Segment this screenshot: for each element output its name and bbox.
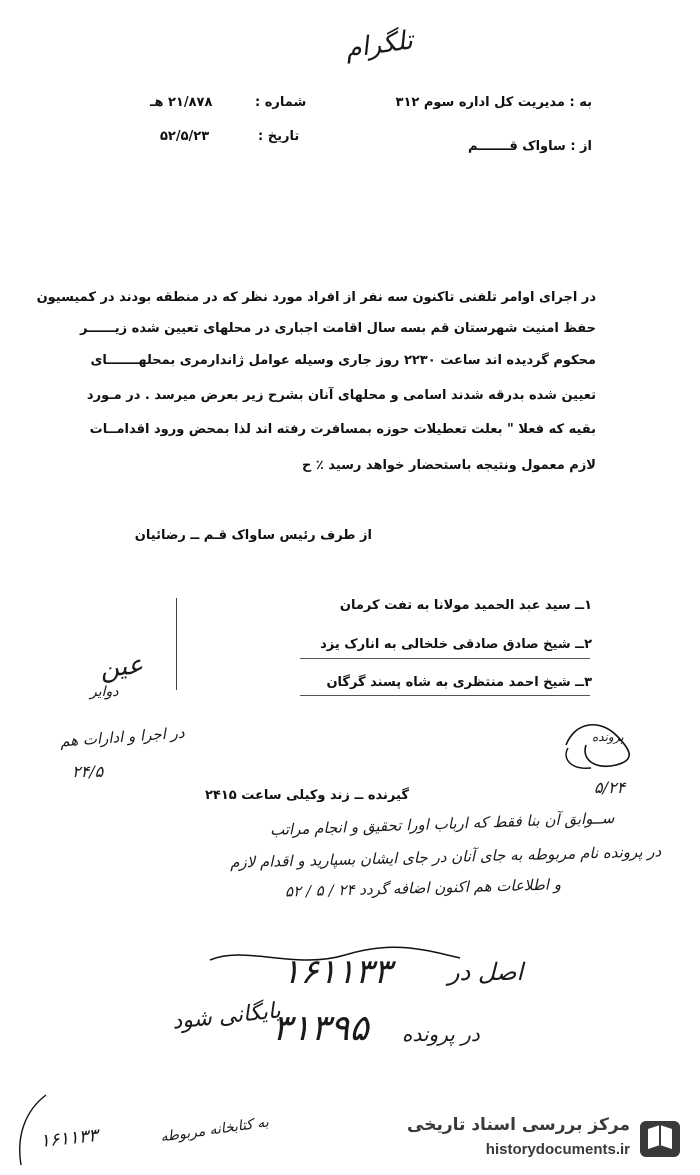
asl-number: ۱۶۱۱۳۳ [282, 952, 392, 992]
signature-scribble [556, 710, 646, 780]
watermark-title: مرکز بررسی اسناد تاریخی [407, 1115, 630, 1135]
date-label: تاریخ : [258, 129, 300, 144]
telegram-stamp: تلگرام [343, 25, 415, 65]
body-line-3: محکوم گردیده اند ساعت ۲۲۳۰ روز جاری وسیله عوامل ژاندارمری بمحلهـــــــای [90, 353, 596, 368]
name-list-divider [300, 658, 590, 659]
corner-note: به کتابخانه مربوطه [159, 1114, 270, 1146]
name-item-2: ۲ــ شیخ صادق صادقی خلخالی به انارک یزد [320, 637, 592, 652]
parvandeh-label: در پرونده [402, 1022, 480, 1046]
margin-note-right: پرونده [592, 730, 624, 744]
number-value: ۲۱/۸۷۸ هـ [150, 95, 213, 110]
asl-label: اصل در [448, 958, 524, 986]
name-list-bracket [176, 598, 177, 690]
margin-note-ain: عین [98, 649, 145, 685]
corner-bracket [6, 1090, 66, 1170]
receipt-hand-2: در پرونده نام مربوطه به جای آنان در جای ایشان بسپارید و اقدام لازم [229, 842, 662, 872]
book-logo-icon [636, 1115, 684, 1163]
name-item-1: ۱ــ سید عبد الحمید مولانا به تفت کرمان [339, 598, 592, 613]
receipt-hand-1: ســوابق آن بنا فقط که ارباب اورا تحقیق و انجام مراتب [269, 808, 615, 840]
to-line: به : مدیریت کل اداره سوم ۳۱۲ [395, 95, 592, 110]
margin-note-line: در اجرا و ادارات هم [59, 723, 186, 751]
watermark-logo-block [407, 1111, 686, 1169]
body-line-5: بقیه که فعلا " بعلت تعطیلات حوزه بمسافرت رفته اند لذا بمحض ورود اقدامــات [89, 422, 596, 437]
asl-underline [205, 940, 465, 970]
from-line: از : ساواک قـــــــم [467, 139, 592, 154]
number-label: شماره : [255, 95, 307, 110]
margin-note-date: ۲۴/۵ [72, 762, 104, 781]
body-line-6: لازم معمول ونتیجه باستحضار خواهد رسید ٪ ح [301, 458, 596, 473]
body-line-2: حفظ امنیت شهرستان قم بسه سال اقامت اجباری در محلهای تعیین شده زیــــــر [80, 321, 596, 336]
body-line-1: در اجرای اوامر تلفنی تاکنون سه نفر از افراد مورد نظر که در منطقه بودند در کمیسیون [36, 290, 596, 305]
name-item-3: ۳ــ شیخ احمد منتظری به شاه پسند گرگان [326, 675, 592, 690]
margin-note-right-date: ۵/۲۴ [594, 778, 626, 797]
watermark-url: historydocuments.ir [485, 1141, 630, 1158]
date-value: ۵۲/۵/۲۳ [160, 129, 210, 144]
body-line-4: تعیین شده بدرقه شدند اسامی و محلهای آنان بشرح زیر بعرض میرسد . در مـورد [86, 388, 596, 403]
sender-signature-line: از طرف رئیس ساواک قـم ــ رضائیان [134, 528, 372, 543]
corner-number: ۱۶۱۱۳۳ [39, 1125, 99, 1152]
name-list-divider-2 [300, 695, 590, 696]
receipt-typed: گیرنده ــ زند وکیلی ساعت ۲۴۱۵ [205, 788, 409, 803]
parvandeh-note: بایگانی شود [170, 998, 282, 1035]
margin-note-davayer: دوایر [90, 684, 119, 700]
parvandeh-number: ۳۱۳۹۵ [272, 1008, 369, 1049]
receipt-hand-3: و اطلاعات هم اکنون اضافه گردد ۲۴ / ۵ / ۵۲ [284, 875, 562, 901]
